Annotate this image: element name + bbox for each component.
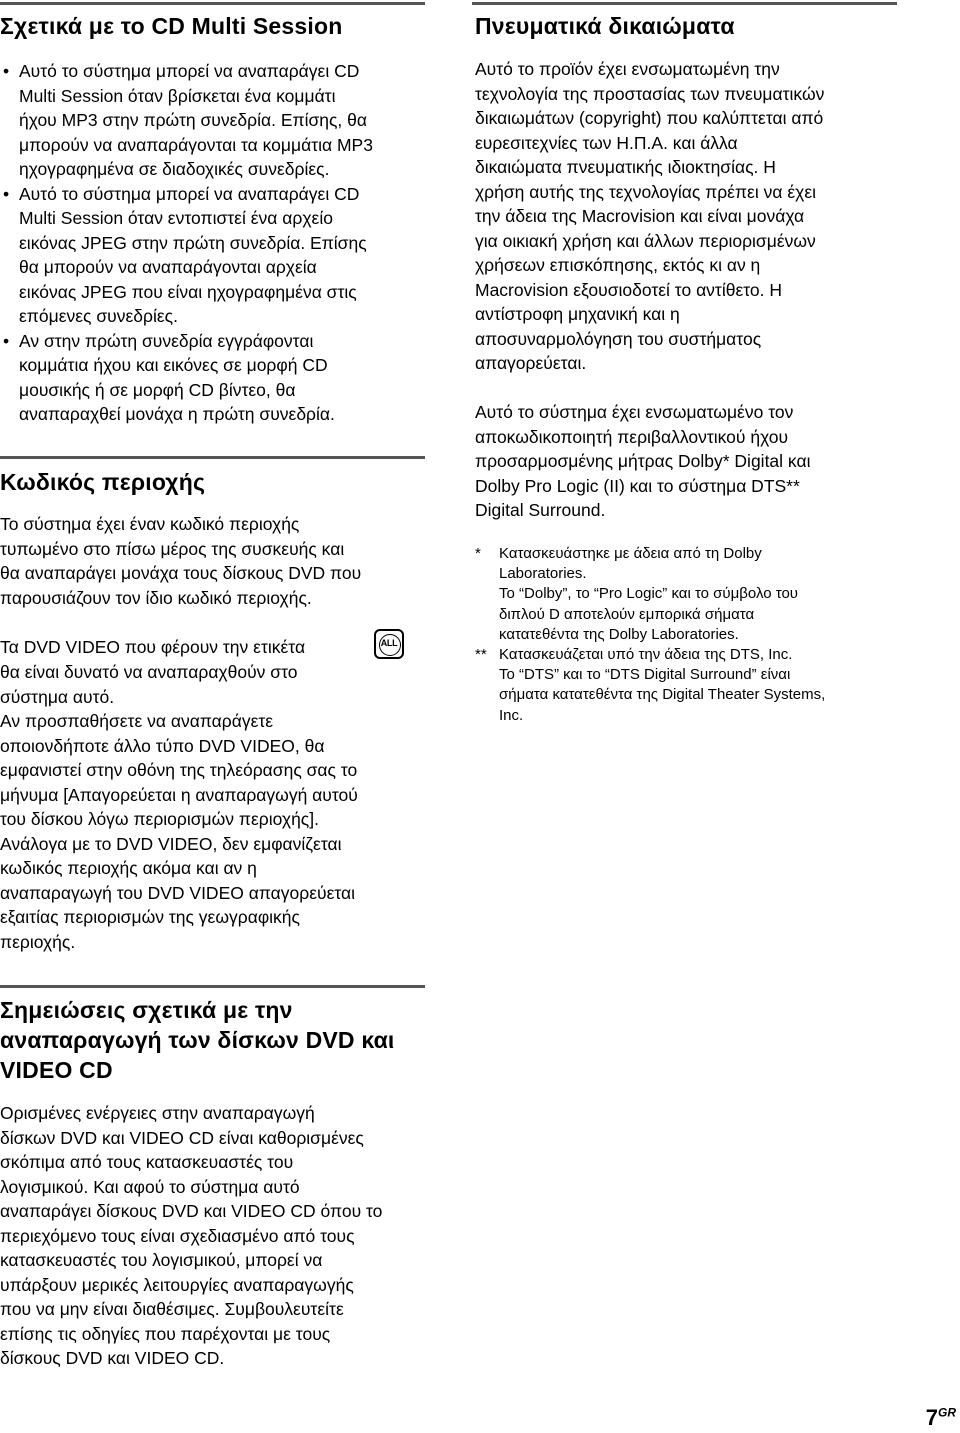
footnote-dolby bbox=[475, 544, 900, 644]
region-paragraph-1: Το σύστημα έχει έναν κωδικό περιοχής τυπωμένο στο πίσω μέρος της συσκευής και θα αναπαράγει μονάχα τους δίσκους DVD που παρουσιάζουν τον ίδιο κωδικό περιοχής. bbox=[0, 514, 362, 608]
heading-copyright: Πνευματικά δικαιώματα bbox=[475, 13, 735, 39]
list-item: • Αυτό το σύστημα μπορεί να αναπαράγει CD Multi Session όταν βρίσκεται ένα κομμάτι ήχου MP3 στην πρώτη συνεδρία. Επίσης, θα μπορούν να αναπαράγονται τα κομμάτια MP3 ηχογραφημένα σε διαδοχικές συνεδρίες. bbox=[3, 59, 425, 182]
list-item: • Αν στην πρώτη συνεδρία εγγράφονται κομμάτια ήχου και εικόνες σε μορφή CD μουσικής ή σε μορφή CD βίντεο, θα αναπαραχθεί μονάχα η πρώτη συνεδρία. bbox=[3, 329, 425, 427]
page-number bbox=[926, 1405, 956, 1431]
region-all-icon bbox=[374, 629, 404, 659]
page-number-value: 7 bbox=[925, 1405, 938, 1430]
copyright-paragraph-1: Αυτό το προϊόν έχει ενσωματωμένη την τεχνολογία της προστασίας των πνευματικών δικαιωμάτων (copyright) που καλύπτεται από ευρεσιτεχνίες των Η.Π.Α. και άλλα δικαιώματα πνευματικής ιδιοκτησίας. Η χρήση αυτής της τεχνολογίας πρέπει να έχει την άδεια της Macrovision και είναι μονάχα για οικιακή χρήση και άλλων περιορισμένων χρήσεων επισκόπησης, εκτός κι αν η Macrovision εξουσιοδοτεί το αντίθετο. Η αντίστροφη μηχανική και η αποσυναρμολόγηση του συστήματος απαγορεύεται. bbox=[475, 59, 825, 373]
section-rule-region bbox=[0, 456, 425, 459]
notes-paragraph: Ορισμένες ενέργειες στην αναπαραγωγή δίσκων DVD και VIDEO CD είναι καθορισμένες σκόπιμα από τους κατασκευαστές του λογισμικού. Και αφού το σύστημα αυτό αναπαράγει δίσκους DVD και VIDEO CD όπου το περιεχόμενο τους είναι σχεδιασμένο από τους κατασκευαστές του λογισμικού, μπορεί να υπάρξουν μερικές λειτουργίες αναπαραγωγής που να μην είναι διαθέσιμες. Συμβουλευτείτε επίσης τις οδηγίες που παρέχονται με τους δίσκους DVD και VIDEO CD. bbox=[0, 1103, 383, 1368]
multisession-bullet-list bbox=[3, 59, 425, 427]
region-paragraph-2: θα είναι δυνατό να αναπαραχθούν στο σύστημα αυτό. Αν προσπαθήσετε να αναπαράγετε οποιονδήποτε άλλο τύπο DVD VIDEO, θα εμφανιστεί στην οθόνη της τηλεόρασης σας το μήνυμα [Απαγορεύεται η αναπαραγωγή αυτού του δίσκου λόγω περιορισμών περιοχής]. Ανάλογα με το DVD VIDEO, δεν εμφανίζεται κωδικός περιοχής ακόμα και αν η αναπαραγωγή του DVD VIDEO απαγορεύεται εξαιτίας περιορισμών της γεωγραφικής περιοχής. bbox=[0, 662, 358, 952]
copyright-paragraph-2: Αυτό το σύστημα έχει ενσωματωμένο τον αποκωδικοποιητή περιβαλλοντικού ήχου προσαρμοσμένης μήτρας Dolby* Digital και Dolby Pro Logic (II) και το σύστημα DTS** Digital Surround. bbox=[475, 402, 811, 520]
footnote-text: Κατασκευάζεται υπό την άδεια της DTS, Inc. Το “DTS” και το “DTS Digital Surround” είναι σήματα κατατεθέντα της Digital Theater Systems, Inc. bbox=[499, 646, 826, 724]
page-number-suffix: GR bbox=[938, 1405, 956, 1420]
heading-notes: Σημειώσεις σχετικά με την αναπαραγωγή των δίσκων DVD και VIDEO CD bbox=[0, 997, 395, 1083]
footnote-text: Κατασκευάστηκε με άδεια από τη Dolby Laboratories. Το “Dolby”, το “Pro Logic” και το σύμβολο του διπλού D αποτελούν εμπορικά σήματα κατατεθέντα της Dolby Laboratories. bbox=[499, 545, 798, 643]
footnote-marker: ** bbox=[475, 646, 487, 663]
heading-multisession: Σχετικά με το CD Multi Session bbox=[0, 13, 343, 39]
section-rule-notes bbox=[0, 985, 425, 988]
all-label: ALL bbox=[380, 638, 398, 648]
section-rule-copyright bbox=[472, 2, 897, 5]
footnote-marker: * bbox=[475, 545, 481, 562]
section-rule-multisession bbox=[0, 2, 425, 5]
region-paragraph-2-first-line: Τα DVD VIDEO που φέρουν την ετικέτα bbox=[0, 637, 306, 657]
footnote-dts bbox=[475, 645, 900, 730]
heading-region: Κωδικός περιοχής bbox=[0, 469, 206, 495]
list-item: • Αυτό το σύστημα μπορεί να αναπαράγει CD Multi Session όταν εντοπιστεί ένα αρχείο εικόνας JPEG στην πρώτη συνεδρία. Επίσης θα μπορούν να αναπαράγονται αρχεία εικόνας JPEG που είναι ηχογραφημένα στις επόμενες συνεδρίες. bbox=[3, 182, 425, 329]
